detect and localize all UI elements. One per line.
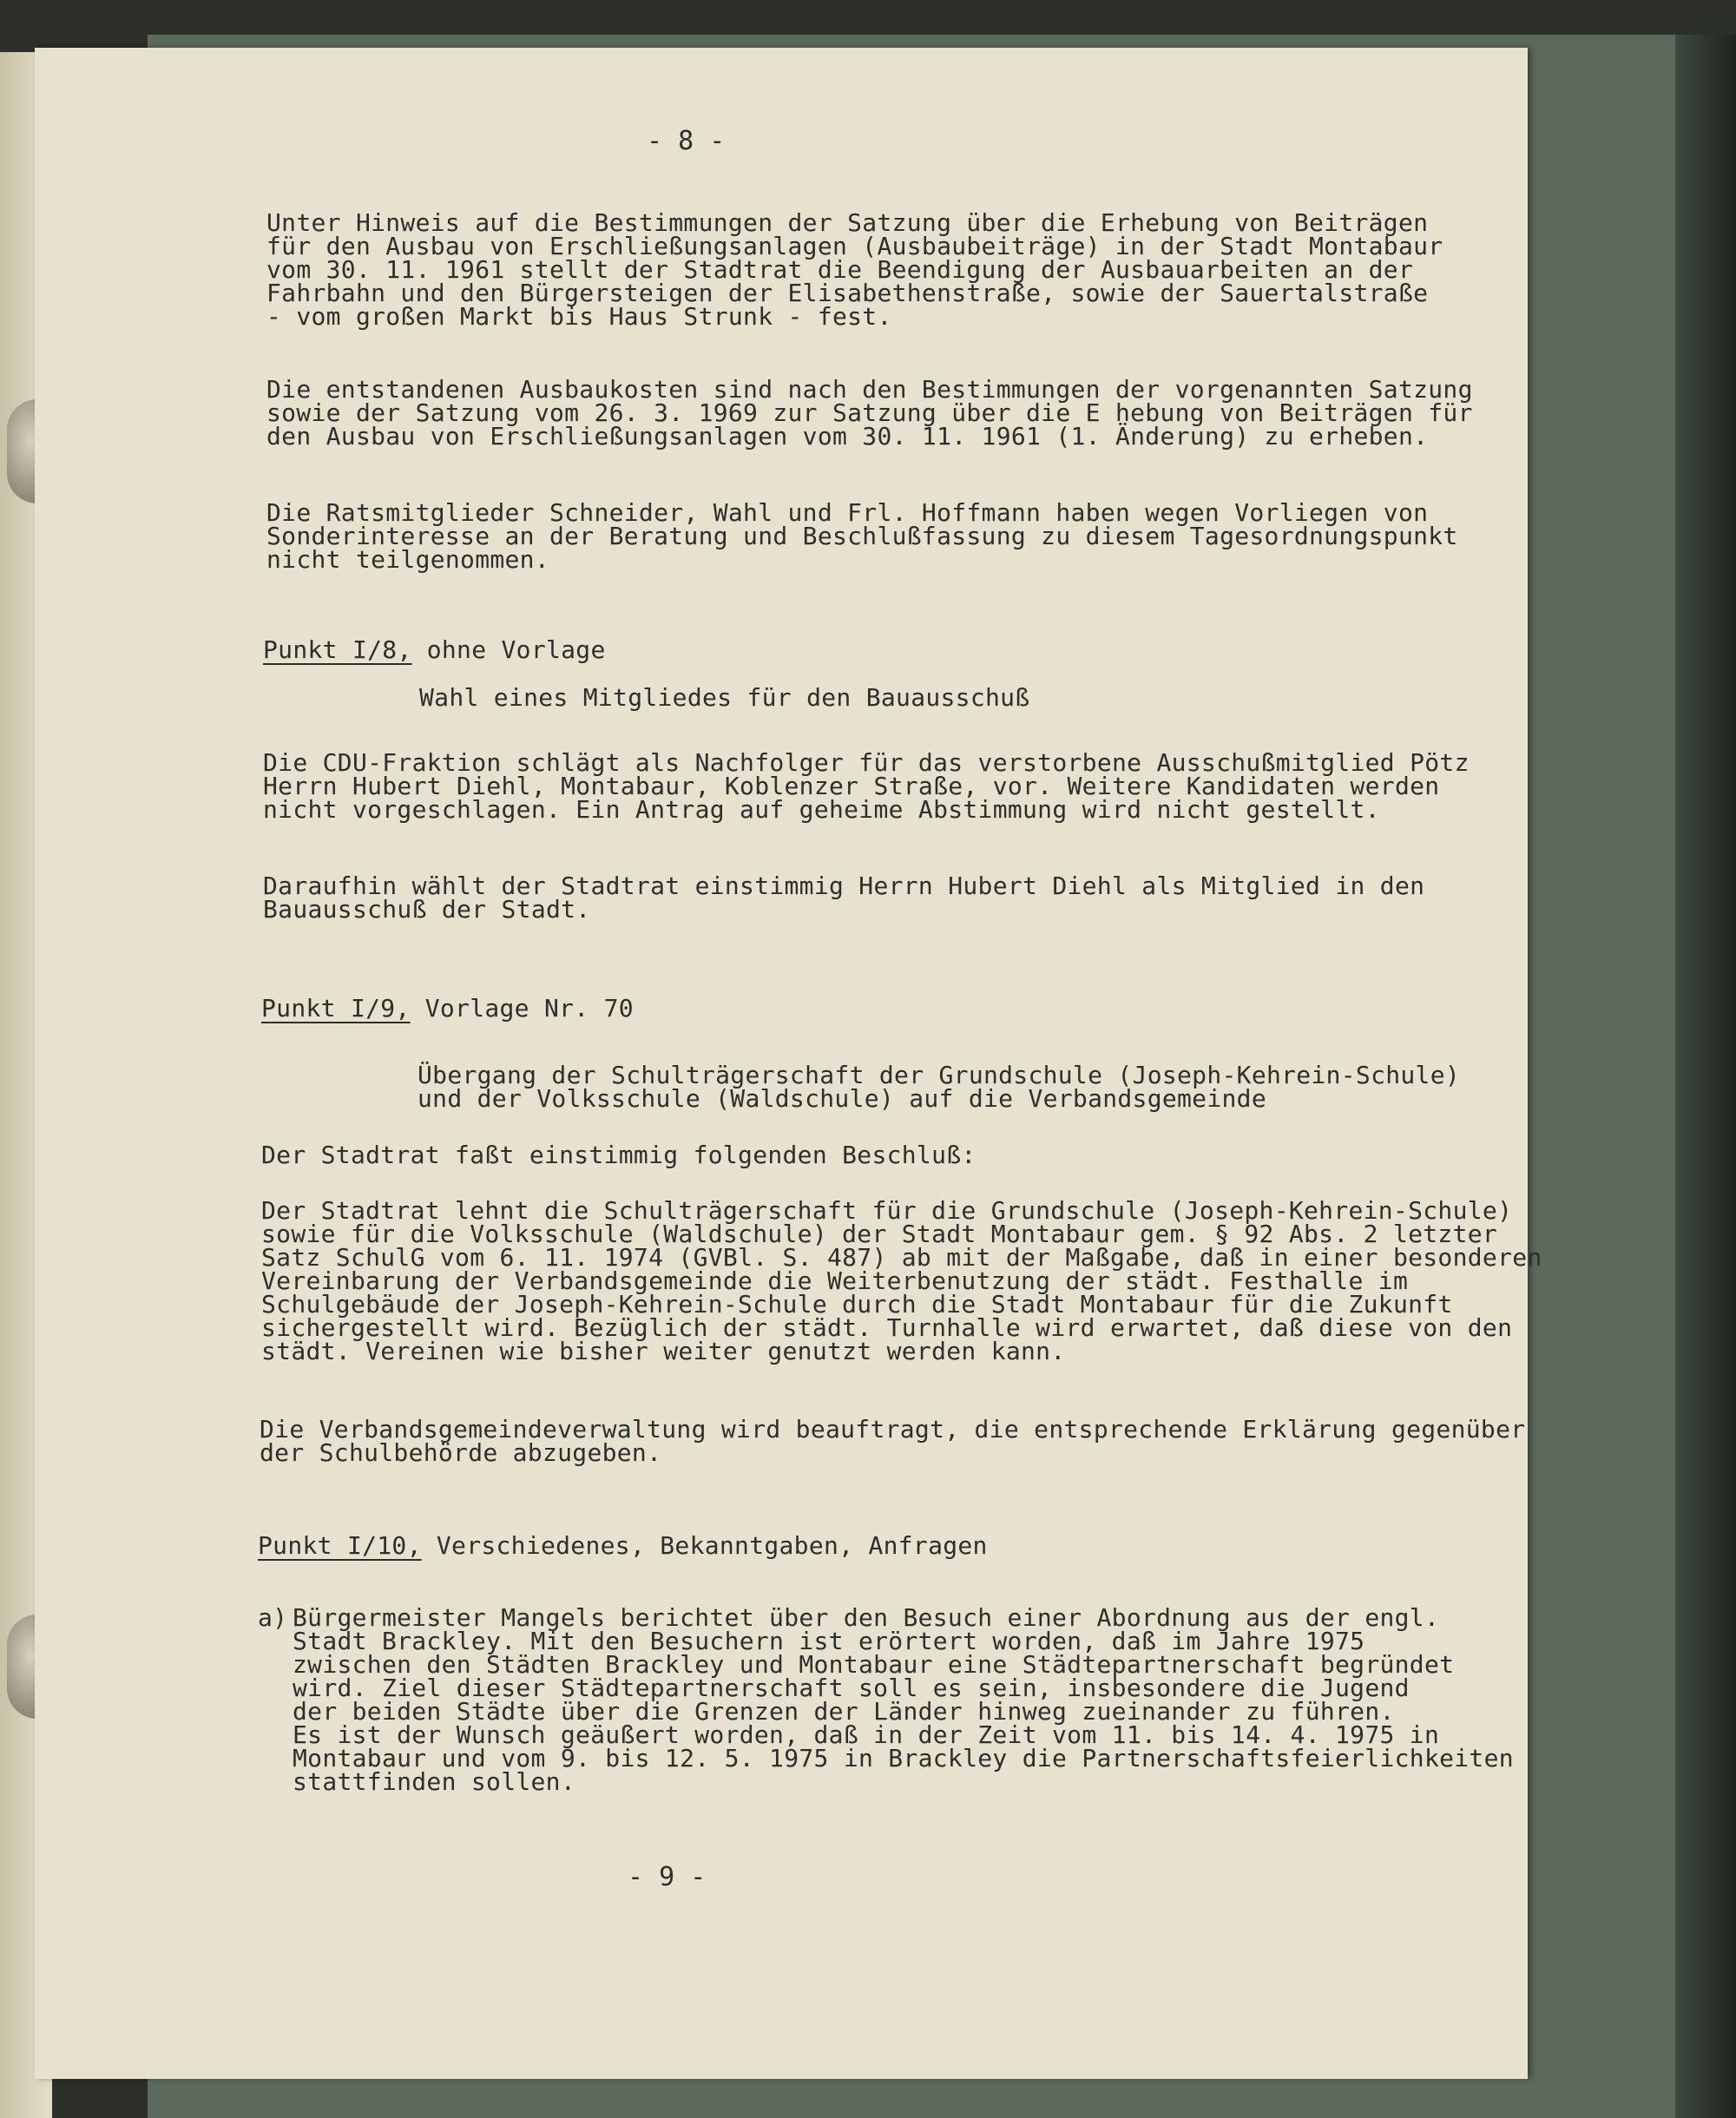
agenda-heading-punkt-9 <box>261 994 634 1023</box>
agenda-subject: Wahl eines Mitgliedes für den Bauausschuß <box>419 683 1030 712</box>
agenda-label-rest: Vorlage Nr. 70 <box>410 994 634 1023</box>
text-line: Bauausschuß der Stadt. <box>263 895 591 924</box>
text-line: Vereinbarung der Verbandsgemeinde die Weiterbenutzung der städt. Festhalle im <box>261 1266 1409 1295</box>
agenda-heading-punkt-10 <box>258 1531 988 1560</box>
text-line: Sonderinteresse an der Beratung und Beschlußfassung zu diesem Tagesordnungspunkt <box>266 522 1458 550</box>
text-line: nicht teilgenommen. <box>266 545 549 574</box>
text-line: den Ausbau von Erschließungsanlagen vom 30. 11. 1961 (1. Änderung) zu erheben. <box>266 422 1429 451</box>
text-line: Der Stadtrat faßt einstimmig folgenden Beschluß: <box>261 1141 976 1169</box>
text-line: sowie der Satzung vom 26. 3. 1969 zur Satzung über die E hebung von Beiträgen für <box>266 398 1473 427</box>
text-line: Stadt Brackley. Mit den Besuchern ist erörtert worden, daß im Jahre 1975 <box>293 1627 1365 1655</box>
page-number-top: - 8 - <box>647 126 726 156</box>
text-line: Montabaur und vom 9. bis 12. 5. 1975 in Brackley die Partnerschaftsfeierlichkeiten <box>293 1744 1514 1773</box>
agenda-subject: Übergang der Schulträgerschaft der Grundschule (Joseph-Kehrein-Schule) <box>418 1061 1461 1089</box>
text-line: - vom großen Markt bis Haus Strunk - fest. <box>266 302 892 331</box>
text-line: Satz SchulG vom 6. 11. 1974 (GVBl. S. 487) ab mit der Maßgabe, daß in einer besonderen <box>261 1243 1542 1272</box>
text-line: stattfinden sollen. <box>293 1767 575 1796</box>
text-line: Die entstandenen Ausbaukosten sind nach den Bestimmungen der vorgenannten Satzung <box>266 375 1473 404</box>
text-line: nicht vorgeschlagen. Ein Antrag auf geheime Abstimmung wird nicht gestellt. <box>263 795 1380 824</box>
text-line: Die Ratsmitglieder Schneider, Wahl und Frl. Hoffmann haben wegen Vorliegen von <box>266 498 1429 527</box>
text-line: Der Stadtrat lehnt die Schulträgerschaft für die Grundschule (Joseph-Kehrein-Schule) <box>261 1196 1513 1225</box>
agenda-subject: und der Volksschule (Waldschule) auf die Verbandsgemeinde <box>418 1084 1266 1113</box>
text-line: wird. Ziel dieser Städtepartnerschaft soll es sein, insbesondere die Jugend <box>293 1674 1410 1702</box>
text-line: sowie für die Volksschule (Waldschule) der Stadt Montabaur gem. § 92 Abs. 2 letzter <box>261 1220 1498 1248</box>
text-line: Fahrbahn und den Bürgersteigen der Elisabethenstraße, sowie der Sauertalstraße <box>266 279 1429 307</box>
agenda-label-rest: Verschiedenes, Bekanntgaben, Anfragen <box>421 1531 988 1560</box>
text-line: Unter Hinweis auf die Bestimmungen der Satzung über die Erhebung von Beiträgen <box>266 208 1429 237</box>
list-item-marker: a) <box>258 1603 288 1632</box>
text-line: Herrn Hubert Diehl, Montabaur, Koblenzer Straße, vor. Weitere Kandidaten werden <box>263 772 1440 800</box>
document-page <box>35 48 1542 2079</box>
text-line: städt. Vereinen wie bisher weiter genutzt werden kann. <box>261 1337 1066 1365</box>
text-line: vom 30. 11. 1961 stellt der Stadtrat die Beendigung der Ausbauarbeiten an der <box>266 255 1414 284</box>
text-line: Schulgebäude der Joseph-Kehrein-Schule durch die Stadt Montabaur für die Zukunft <box>261 1290 1453 1319</box>
text-line: sichergestellt wird. Bezüglich der städt. Turnhalle wird erwartet, daß diese von den <box>261 1313 1513 1342</box>
text-line: Die Verbandsgemeindeverwaltung wird beauftragt, die entsprechende Erklärung gegenüber <box>260 1415 1526 1444</box>
text-line: Bürgermeister Mangels berichtet über den Besuch einer Abordnung aus der engl. <box>293 1603 1440 1632</box>
text-line: der Schulbehörde abzugeben. <box>260 1438 662 1467</box>
agenda-label: Punkt I/8, <box>263 635 412 664</box>
text-line: Es ist der Wunsch geäußert worden, daß in der Zeit vom 11. bis 14. 4. 1975 in <box>293 1720 1440 1749</box>
agenda-label-rest: ohne Vorlage <box>411 635 606 664</box>
text-line: der beiden Städte über die Grenzen der Länder hinweg zueinander zu führen. <box>293 1697 1395 1726</box>
agenda-label: Punkt I/9, <box>261 994 411 1023</box>
page-number-bottom: - 9 - <box>628 1862 707 1892</box>
text-line: zwischen den Städten Brackley und Montabaur eine Städtepartnerschaft begründet <box>293 1650 1455 1679</box>
text-line: Die CDU-Fraktion schlägt als Nachfolger für das verstorbene Ausschußmitglied Pötz <box>263 748 1470 777</box>
agenda-label: Punkt I/10, <box>258 1531 422 1560</box>
agenda-heading-punkt-8 <box>263 635 606 664</box>
text-line: für den Ausbau von Erschließungsanlagen (Ausbaubeiträge) in der Stadt Montabaur <box>266 232 1443 260</box>
text-line: Daraufhin wählt der Stadtrat einstimmig Herrn Hubert Diehl als Mitglied in den <box>263 872 1425 900</box>
